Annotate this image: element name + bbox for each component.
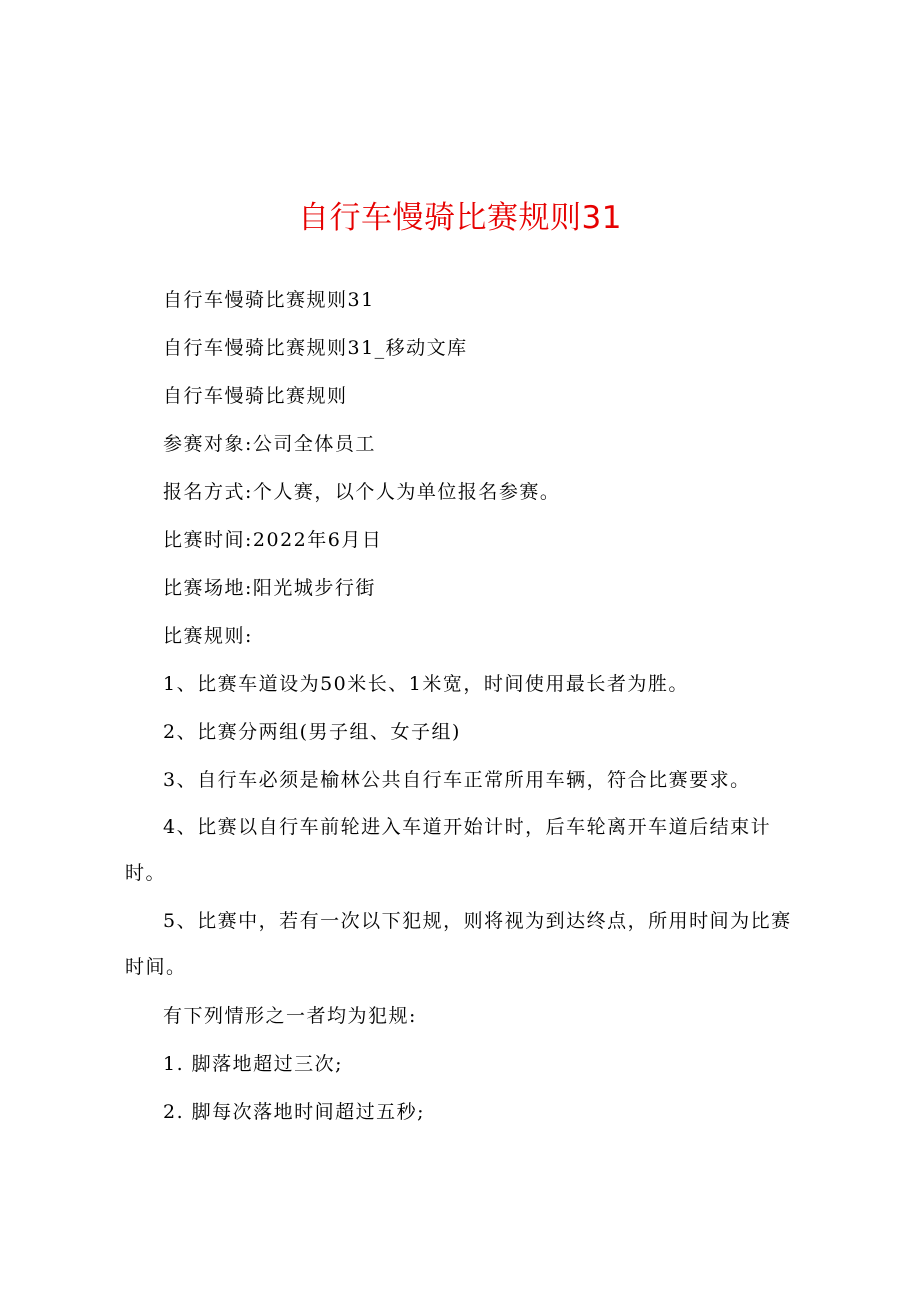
paragraph: 1、比赛车道设为50米长、1米宽，时间使用最长者为胜。: [163, 673, 689, 695]
paragraph: 1. 脚落地超过三次;: [163, 1053, 344, 1075]
paragraph: 报名方式:个人赛，以个人为单位报名参赛。: [163, 481, 561, 503]
paragraph: 参赛对象:公司全体员工: [163, 433, 376, 455]
paragraph: 2、比赛分两组(男子组、女子组): [163, 721, 461, 743]
document-title: 自行车慢骑比赛规则31: [298, 200, 622, 236]
paragraph: 比赛时间:2022年6月日: [163, 529, 383, 551]
paragraph: 比赛场地:阳光城步行街: [163, 577, 376, 599]
paragraph: 2. 脚每次落地时间超过五秒;: [163, 1101, 426, 1123]
paragraph: 3、自行车必须是榆林公共自行车正常所用车辆，符合比赛要求。: [163, 769, 751, 791]
paragraph: 5、比赛中，若有一次以下犯规，则将视为到达终点，所用时间为比赛时间。: [125, 910, 792, 978]
paragraph: 自行车慢骑比赛规则31: [163, 289, 375, 311]
paragraph: 比赛规则:: [163, 625, 253, 647]
paragraph: 自行车慢骑比赛规则: [163, 385, 348, 407]
paragraph: 有下列情形之一者均为犯规:: [163, 1005, 417, 1027]
document-body: [125, 276, 811, 1136]
paragraph: 4、比赛以自行车前轮进入车道开始计时，后车轮离开车道后结束计时。: [125, 816, 772, 884]
paragraph: 自行车慢骑比赛规则31_移动文库: [163, 337, 468, 359]
